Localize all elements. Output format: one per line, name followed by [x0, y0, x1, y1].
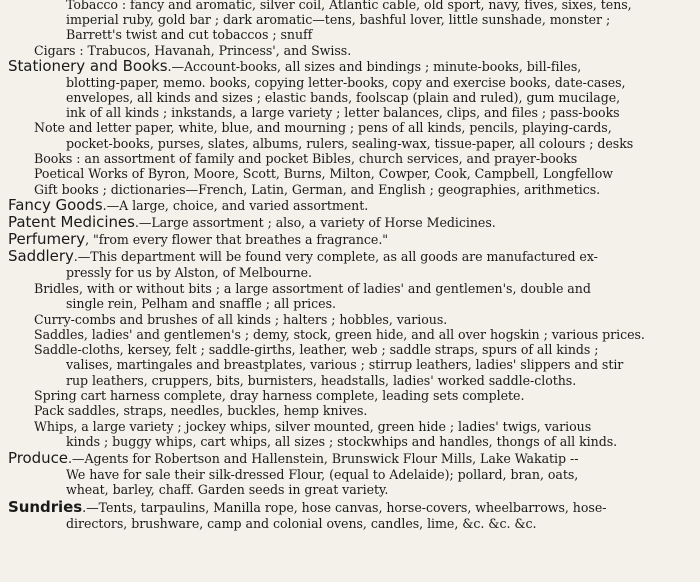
text-line: imperial ruby, gold bar ; dark aromatic—tens, bashful lover, little sunshade, monster ;: [66, 12, 611, 27]
text-line: blotting-paper, memo. books, copying letter-books, copy and exercise books, date-cases,: [66, 75, 626, 90]
section-heading: Stationery and Books: [8, 57, 168, 75]
text-line: directors, brushware, camp and colonial ovens, candles, lime, &c. &c. &c.: [66, 516, 537, 531]
text-line: We have for sale their silk-dressed Flour, (equal to Adelaide); pollard, bran, oats,: [66, 467, 579, 482]
text-line: Barrett's twist and cut tobaccos ; snuff: [66, 27, 313, 42]
text-line: Saddles, ladies' and gentlemen's ; demy, stock, green hide, and all over hogskin ; various prices.: [34, 327, 645, 342]
section-heading: Fancy Goods: [8, 196, 103, 214]
section-perfumery: Perfumery, "from every flower that breathes a fragrance.": [8, 230, 389, 248]
section-produce: Produce.—Agents for Robertson and Hallenstein, Brunswick Flour Mills, Lake Wakatip --: [8, 449, 579, 467]
section-patent-medicines: Patent Medicines.—Large assortment ; also, a variety of Horse Medicines.: [8, 213, 496, 231]
text-line: rup leathers, cruppers, bits, burnisters, headstalls, ladies' worked saddle-cloths.: [66, 373, 577, 388]
text-line: envelopes, all kinds and sizes ; elastic bands, foolscap (plain and ruled), gum mucilage,: [66, 90, 621, 105]
text-line: valises, martingales and breastplates, various ; stirrup leathers, ladies' slippers and stir: [66, 357, 624, 372]
text-line: pocket-books, purses, slates, albums, rulers, sealing-wax, tissue-paper, all colours ; desks: [66, 136, 634, 151]
text-line: kinds ; buggy whips, cart whips, all sizes ; stockwhips and handles, thongs of all kinds.: [66, 434, 618, 449]
text-line: Saddle-cloths, kersey, felt ; saddle-girths, leather, web ; saddle straps, spurs of all kinds ;: [34, 342, 599, 357]
text-line: Cigars : Trabucos, Havanah, Princess', and Swiss.: [34, 43, 352, 58]
section-fancy-goods: Fancy Goods.—A large, choice, and varied assortment.: [8, 196, 369, 214]
text-line: Curry-combs and brushes of all kinds ; halters ; hobbles, various.: [34, 312, 448, 327]
text-line: Gift books ; dictionaries—French, Latin, German, and English ; geographies, arithmetics.: [34, 182, 601, 197]
text-line: Note and letter paper, white, blue, and mourning ; pens of all kinds, pencils, playing-cards,: [34, 120, 612, 135]
section-stationery: Stationery and Books.—Account-books, all sizes and bindings ; minute-books, bill-files,: [8, 57, 582, 75]
text-line: Pack saddles, straps, needles, buckles, hemp knives.: [34, 403, 368, 418]
text-line: ink of all kinds ; inkstands, a large variety ; letter balances, clips, and files ; pass-books: [66, 105, 620, 120]
text-line: single rein, Pelham and snaffle ; all prices.: [66, 296, 336, 311]
text-line: Tobacco : fancy and aromatic, silver coil, Atlantic cable, old sport, navy, fives, sixes, tens,: [66, 0, 632, 12]
section-heading: Saddlery: [8, 247, 74, 265]
section-heading: Sundries: [8, 498, 83, 516]
section-saddlery: Saddlery.—This department will be found very complete, as all goods are manufactured ex-: [8, 247, 598, 265]
text-line: Books : an assortment of family and pocket Bibles, church services, and prayer-books: [34, 151, 578, 166]
text-line: Whips, a large variety ; jockey whips, silver mounted, green hide ; ladies' twigs, various: [34, 419, 592, 434]
text-line: Bridles, with or without bits ; a large assortment of ladies' and gentlemen's, double and: [34, 281, 591, 296]
text-line: pressly for us by Alston, of Melbourne.: [66, 265, 312, 280]
section-heading: Produce: [8, 449, 68, 467]
text-line: Poetical Works of Byron, Moore, Scott, Burns, Milton, Cowper, Cook, Campbell, Longfellow: [34, 166, 613, 181]
section-heading: Perfumery: [8, 230, 86, 248]
text-line: Spring cart harness complete, dray harness complete, leading sets complete.: [34, 388, 525, 403]
section-sundries: Sundries.—Tents, tarpaulins, Manilla rope, hose canvas, horse-covers, wheelbarrows, hose-: [8, 498, 607, 516]
text-line: wheat, barley, chaff. Garden seeds in great variety.: [66, 482, 389, 497]
section-heading: Patent Medicines: [8, 213, 135, 231]
